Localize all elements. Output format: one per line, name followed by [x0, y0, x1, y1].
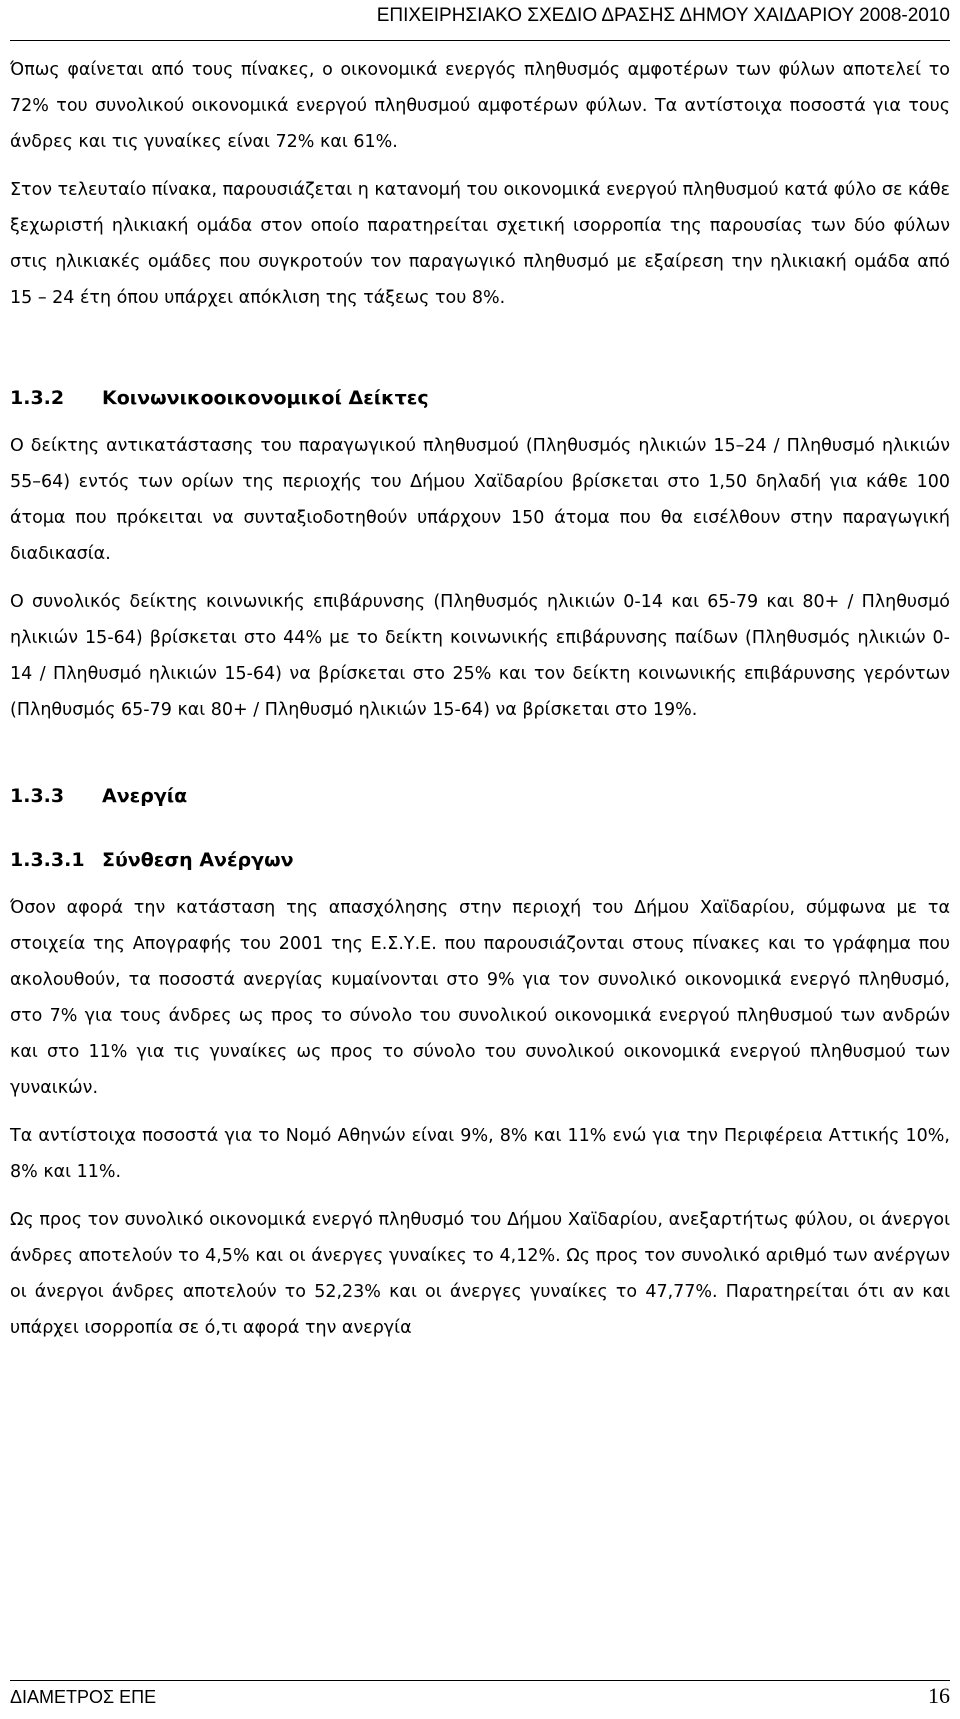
document-body [10, 52, 950, 1346]
paragraph-active-population: Όπως φαίνεται από τους πίνακες, ο οικονομικά ενεργός πληθυσμός αμφοτέρων των φύλων αποτελεί το 72% του συνολικού οικονομικά ενεργού πληθυσμού αμφοτέρων φύλων. Τα αντίστοιχα ποσοστά για τους άνδρες και τις γυναίκες είναι 72% και 61%. [10, 60, 950, 152]
page-footer [10, 1680, 950, 1719]
section-title: Κοινωνικοοικονομικοί Δείκτες [102, 387, 429, 409]
footer-company: ΔΙΑΜΕΤΡΟΣ ΕΠΕ [10, 1687, 157, 1707]
section-number: 1.3.3.1 [10, 849, 85, 871]
paragraph-dependency-index: Ο συνολικός δείκτης κοινωνικής επιβάρυνσης (Πληθυσμός ηλικιών 0-14 και 65-79 και 80+ / Πληθυσμό ηλικιών 15-64) βρίσκεται στο 44% με το δείκτη κοινωνικής επιβάρυνσης παίδων (Πληθυσμός ηλικιών 0-14 / Πληθυσμό ηλικιών 15-64) να βρίσκεται στο 25% και τον δείκτη κοινωνικής επιβάρυνσης γερόντων (Πληθυσμός 65-79 και 80+ / Πληθυσμό ηλικιών 15-64) να βρίσκεται στο 19%. [10, 592, 950, 720]
section-heading-unemployment [10, 778, 950, 814]
page-number: 16 [928, 1683, 950, 1708]
page-header [10, 0, 950, 41]
subsection-heading-unemployed-composition [10, 842, 950, 878]
section-title: Ανεργία [102, 785, 188, 807]
paragraph-unemployment-rates: Όσον αφορά την κατάσταση της απασχόλησης στην περιοχή του Δήμου Χαϊδαρίου, σύμφωνα με τα στοιχεία της Απογραφής του 2001 της Ε.Σ.Υ.Ε. που παρουσιάζονται στους πίνακες και το γράφημα που ακολουθούν, τα ποσοστά ανεργίας κυμαίνονται στο 9% για τον συνολικό οικονομικά ενεργό πληθυσμό, στο 7% για τους άνδρες ως προς το σύνολο του συνολικού οικονομικά ενεργού πληθυσμού των ανδρών και στο 11% για τις γυναίκες ως προς το σύνολο του συνολικού οικονομικά ενεργού πληθυσμού των γυναικών. [10, 898, 950, 1098]
section-number: 1.3.2 [10, 387, 65, 409]
section-title: Σύνθεση Ανέργων [102, 849, 294, 871]
paragraph-regional-comparison: Τα αντίστοιχα ποσοστά για το Νομό Αθηνών είναι 9%, 8% και 11% ενώ για την Περιφέρεια Αττικής 10%, 8% και 11%. [10, 1126, 950, 1182]
section-heading-socioeconomic-indicators [10, 380, 950, 416]
paragraph-gender-unemployment: Ως προς τον συνολικό οικονομικά ενεργό πληθυσμό του Δήμου Χαϊδαρίου, ανεξαρτήτως φύλου, οι άνεργοι άνδρες αποτελούν το 4,5% και οι άνεργες γυναίκες το 4,12%. Ως προς τον συνολικό αριθμό των ανέργων οι άνεργοι άνδρες αποτελούν το 52,23% και οι άνεργες γυναίκες το 47,77%. Παρατηρείται ότι αν και υπάρχει ισορροπία σε ό,τι αφορά την ανεργία [10, 1210, 950, 1338]
paragraph-replacement-index: Ο δείκτης αντικατάστασης του παραγωγικού πληθυσμού (Πληθυσμός ηλικιών 15–24 / Πληθυσμό ηλικιών 55–64) εντός των ορίων της περιοχής του Δήμου Χαϊδαρίου βρίσκεται στο 1,50 δηλαδή για κάθε 100 άτομα που πρόκειται να συνταξιοδοτηθούν υπάρχουν 150 άτομα που θα εισέλθουν στην παραγωγική διαδικασία. [10, 436, 950, 564]
section-number: 1.3.3 [10, 785, 65, 807]
paragraph-gender-distribution: Στον τελευταίο πίνακα, παρουσιάζεται η κατανομή του οικονομικά ενεργού πληθυσμού κατά φύλο σε κάθε ξεχωριστή ηλικιακή ομάδα στον οποίο παρατηρείται σχετική ισορροπία της παρουσίας των δύο φύλων στις ηλικιακές ομάδες που συγκροτούν τον παραγωγικό πληθυσμό με εξαίρεση την ηλικιακή ομάδα από 15 – 24 έτη όπου υπάρχει απόκλιση της τάξεως του 8%. [10, 180, 950, 308]
document-title: ΕΠΙΧΕΙΡΗΣΙΑΚΟ ΣΧΕΔΙΟ ΔΡΑΣΗΣ ΔΗΜΟΥ ΧΑΙΔΑΡΙΟΥ 2008-2010 [376, 5, 950, 26]
